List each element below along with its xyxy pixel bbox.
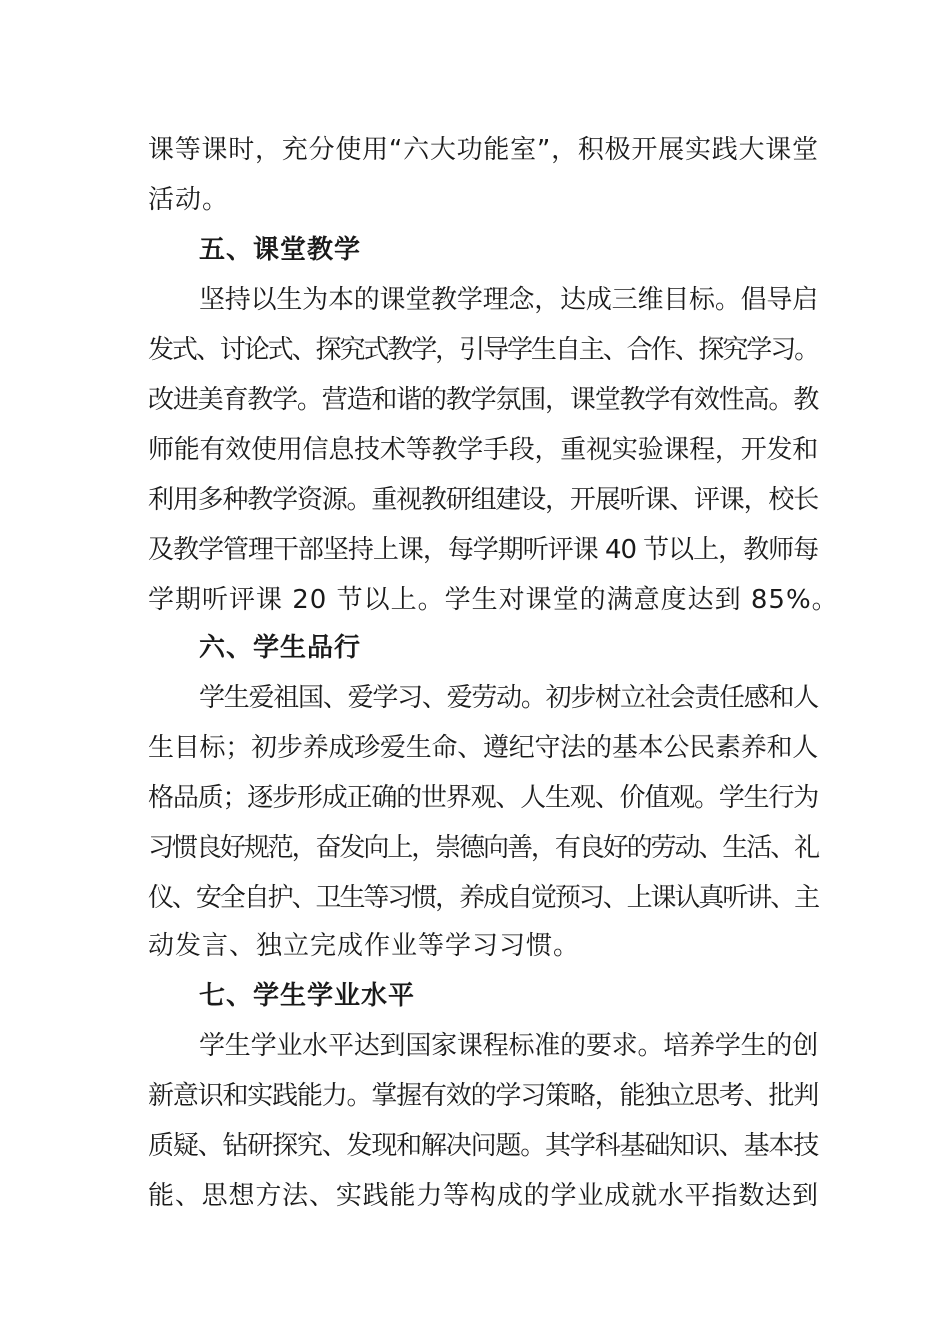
section-heading: 五、课堂教学 xyxy=(199,235,362,265)
text-line: 能、思想方法、实践能力等构成的学业成就水平指数达到 xyxy=(148,1181,818,1211)
text-line: 活动。 xyxy=(148,185,230,215)
text-line: 发式、讨论式、探究式教学，引导学生自主、合作、探究学习。 xyxy=(148,335,818,365)
text-line: 及教学管理干部坚持上课，每学期听评课 40 节以上，教师每 xyxy=(148,535,818,565)
text-line: 师能有效使用信息技术等教学手段，重视实验课程，开发和 xyxy=(148,435,818,465)
text-line: 习惯良好规范，奋发向上，崇德向善，有良好的劳动、生活、礼 xyxy=(148,833,818,863)
text-line: 改进美育教学。营造和谐的教学氛围，课堂教学有效性高。教 xyxy=(148,385,818,415)
text-line: 仪、安全自护、卫生等习惯，养成自觉预习、上课认真听讲、主 xyxy=(148,883,818,913)
text-line: 质疑、钻研探究、发现和解决问题。其学科基础知识、基本技 xyxy=(148,1131,818,1161)
text-line: 学生爱祖国、爱学习、爱劳动。初步树立社会责任感和人 xyxy=(199,683,818,713)
text-line: 生目标；初步养成珍爱生命、遵纪守法的基本公民素养和人 xyxy=(148,733,818,763)
text-line: 学生学业水平达到国家课程标准的要求。培养学生的创 xyxy=(199,1031,818,1061)
section-heading: 六、学生品行 xyxy=(199,633,362,663)
text-line: 格品质；逐步形成正确的世界观、人生观、价值观。学生行为 xyxy=(148,783,818,813)
section-heading: 七、学生学业水平 xyxy=(199,981,416,1011)
text-line: 学期听评课 20 节以上。学生对课堂的满意度达到 85%。 xyxy=(148,585,839,615)
text-line: 动发言、独立完成作业等学习习惯。 xyxy=(148,931,581,961)
text-line: 利用多种教学资源。重视教研组建设，开展听课、评课，校长 xyxy=(148,485,818,515)
text-line: 新意识和实践能力。掌握有效的学习策略，能独立思考、批判 xyxy=(148,1081,818,1111)
text-line: 坚持以生为本的课堂教学理念，达成三维目标。倡导启 xyxy=(199,285,818,315)
text-line: 课等课时，充分使用“六大功能室”，积极开展实践大课堂 xyxy=(148,135,818,165)
